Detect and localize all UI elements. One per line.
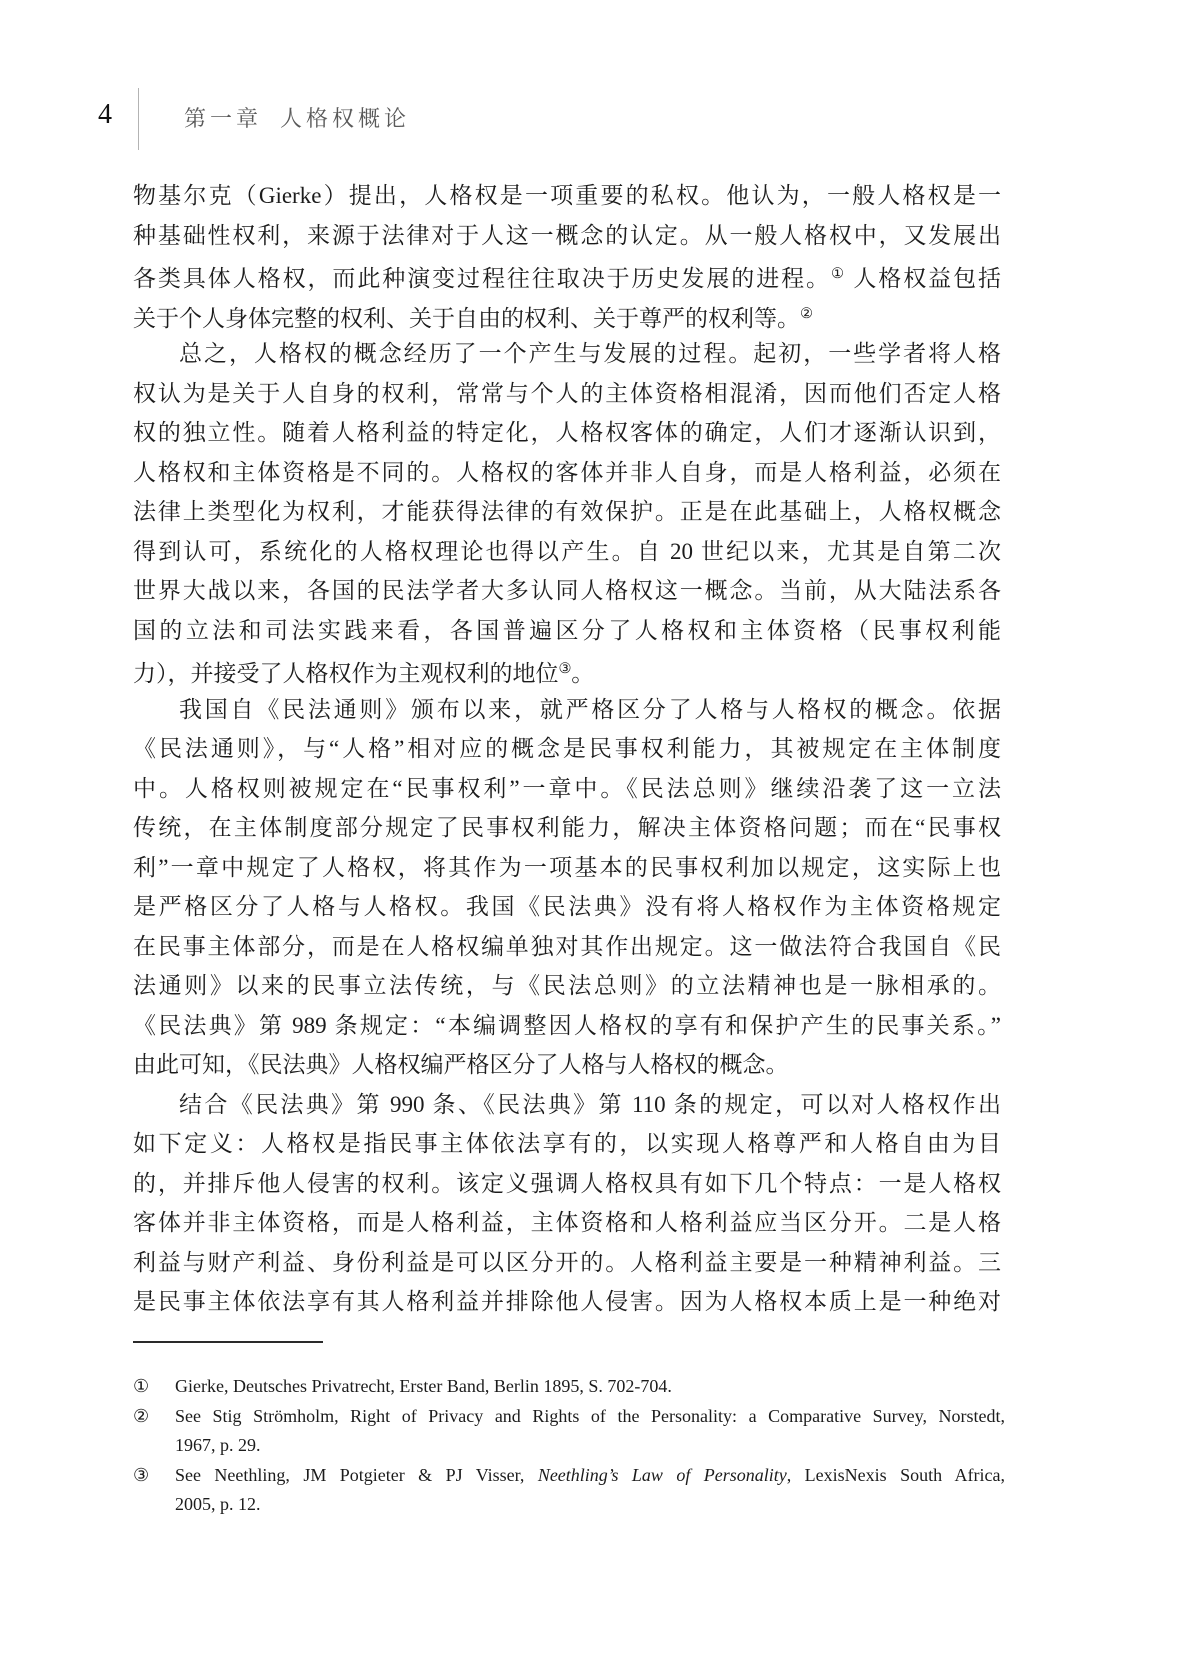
text-segment: 我国自《民法通则》颁布以来，就严格区分了人格与人格权的概念。依据 <box>179 696 1001 722</box>
body-text <box>133 176 1001 1322</box>
body-line <box>133 255 1001 295</box>
body-line <box>133 216 1001 256</box>
text-segment: 是民事主体依法享有其人格利益并排除他人侵害。因为人格权本质上是一种绝对 <box>133 1289 1001 1314</box>
footnote-ref: ① <box>830 266 846 282</box>
text-segment: 由此可知，《民法典》人格权编严格区分了人格与人格权的概念。 <box>133 1052 789 1077</box>
chapter-title: 人格权概论 <box>280 106 411 131</box>
text-segment: See Stig Strömholm, Right of Privacy and Rights of the Personality: a Comparative Survey, Norstedt, <box>175 1405 1005 1426</box>
text-segment: , LexisNexis South Africa, <box>786 1464 1005 1485</box>
body-line <box>133 611 1001 651</box>
footnote-line <box>175 1372 1005 1402</box>
text-segment: 1967, p. 29. <box>175 1435 261 1455</box>
text-segment: See Neethling, JM Potgieter & PJ Visser, <box>175 1464 538 1485</box>
text-segment: Gierke, Deutsches Privatrecht, Erster Band, Berlin 1895, S. 702-704. <box>175 1376 672 1396</box>
body-line <box>133 927 1001 967</box>
text-segment: 利”一章中规定了人格权，将其作为一项基本的民事权利加以规定，这实际上也 <box>133 854 1001 880</box>
body-line <box>133 374 1001 414</box>
footnote-line <box>175 1431 1005 1461</box>
text-segment: 《民法典》第 989 条规定：“本编调整因人格权的享有和保护产生的民事关系。” <box>133 1012 1001 1038</box>
body-line <box>133 966 1001 1006</box>
header-divider <box>138 88 139 150</box>
text-segment: 种基础性权利，来源于法律对于人这一概念的认定。从一般人格权中，又发展出 <box>133 222 1001 248</box>
text-segment: 人格权益包括 <box>845 265 1001 291</box>
body-line <box>133 1203 1001 1243</box>
footnotes <box>133 1372 1005 1520</box>
chapter-heading <box>184 104 410 134</box>
text-segment: 2005, p. 12. <box>175 1494 261 1514</box>
body-line <box>133 334 1001 374</box>
text-segment: 的，并排斥他人侵害的权利。该定义强调人格权具有如下几个特点：一是人格权 <box>133 1170 1001 1196</box>
footnote-line <box>175 1461 1005 1491</box>
body-line <box>133 453 1001 493</box>
text-segment: 是严格区分了人格与人格权。我国《民法典》没有将人格权作为主体资格规定 <box>133 894 1001 919</box>
page-header <box>0 88 1203 150</box>
page-number: 4 <box>98 99 112 130</box>
text-segment: 结合《民法典》第 990 条、《民法典》第 110 条的规定，可以对人格权作出 <box>179 1091 1001 1117</box>
body-line <box>133 1282 1001 1322</box>
text-segment: 客体并非主体资格，而是人格利益，主体资格和人格利益应当区分开。二是人格 <box>133 1210 1001 1235</box>
footnote-marker: ③ <box>133 1464 150 1485</box>
body-line <box>133 532 1001 572</box>
body-line <box>133 808 1001 848</box>
body-line <box>133 1045 1001 1085</box>
text-segment: 中。人格权则被规定在“民事权利”一章中。《民法总则》继续沿袭了这一立法 <box>133 775 1001 801</box>
footnote-item <box>133 1372 1005 1402</box>
chapter-label: 第一章 <box>184 106 263 131</box>
body-line <box>133 1243 1001 1283</box>
text-segment: 《民法通则》，与“人格”相对应的概念是民事权利能力，其被规定在主体制度 <box>133 736 1001 761</box>
footnote-marker: ② <box>133 1405 150 1426</box>
text-segment: 如下定义：人格权是指民事主体依法享有的，以实现人格尊严和人格自由为目 <box>133 1131 1001 1156</box>
text-segment: 世界大战以来，各国的民法学者大多认同人格权这一概念。当前，从大陆法系各 <box>133 578 1001 603</box>
text-segment: 力），并接受了人格权作为主观权利的地位 <box>133 660 559 686</box>
text-segment: 人格权和主体资格是不同的。人格权的客体并非人自身，而是人格利益，必须在 <box>133 459 1001 485</box>
footnote-item <box>133 1402 1005 1461</box>
body-line <box>133 1124 1001 1164</box>
text-segment: 权认为是关于人自身的权利，常常与个人的主体资格相混淆，因而他们否定人格 <box>133 380 1001 406</box>
body-line <box>133 690 1001 730</box>
body-line <box>133 1006 1001 1046</box>
text-segment: 总之，人格权的概念经历了一个产生与发展的过程。起初，一些学者将人格 <box>179 341 1001 366</box>
text-segment: 权的独立性。随着人格利益的特定化，人格权客体的确定，人们才逐渐认识到， <box>133 420 1001 445</box>
footnote-ref: ② <box>800 305 813 322</box>
text-segment: 在民事主体部分，而是在人格权编单独对其作出规定。这一做法符合我国自《民 <box>133 933 1001 959</box>
footnote-line <box>175 1402 1005 1432</box>
footnote-marker: ① <box>133 1376 150 1396</box>
text-segment: 传统，在主体制度部分规定了民事权利能力，解决主体资格问题；而在“民事权 <box>133 815 1001 840</box>
text-segment: 法律上类型化为权利，才能获得法律的有效保护。正是在此基础上，人格权概念 <box>133 499 1001 524</box>
body-line <box>133 887 1001 927</box>
text-segment: 国的立法和司法实践来看，各国普遍区分了人格权和主体资格（民事权利能 <box>133 617 1001 643</box>
body-line <box>133 176 1001 216</box>
body-line <box>133 650 1001 690</box>
body-line <box>133 1164 1001 1204</box>
text-segment: 关于个人身体完整的权利、关于自由的权利、关于尊严的权利等。 <box>133 305 800 331</box>
text-segment: 得到认可，系统化的人格权理论也得以产生。自 20 世纪以来，尤其是自第二次 <box>133 538 1001 564</box>
text-segment: 利益与财产利益、身份利益是可以区分开的。人格利益主要是一种精神利益。三 <box>133 1249 1001 1275</box>
body-line <box>133 295 1001 335</box>
footnote-divider <box>133 1341 323 1343</box>
text-segment: Neethling’s Law of Personality <box>537 1464 787 1485</box>
body-line <box>133 571 1001 611</box>
body-line <box>133 413 1001 453</box>
body-line <box>133 1085 1001 1125</box>
text-segment: 。 <box>571 660 595 686</box>
body-line <box>133 729 1001 769</box>
body-line <box>133 769 1001 809</box>
body-line <box>133 492 1001 532</box>
footnote-item <box>133 1461 1005 1520</box>
text-segment: 物基尔克（Gierke）提出，人格权是一项重要的私权。他认为，一般人格权是一 <box>133 183 1001 208</box>
text-segment: 法通则》以来的民事立法传统，与《民法总则》的立法精神也是一脉相承的。 <box>133 973 1001 998</box>
body-line <box>133 848 1001 888</box>
text-segment: 各类具体人格权，而此种演变过程往往取决于历史发展的进程。 <box>133 265 831 291</box>
footnote-ref: ③ <box>558 661 572 677</box>
footnote-line <box>175 1490 1005 1520</box>
